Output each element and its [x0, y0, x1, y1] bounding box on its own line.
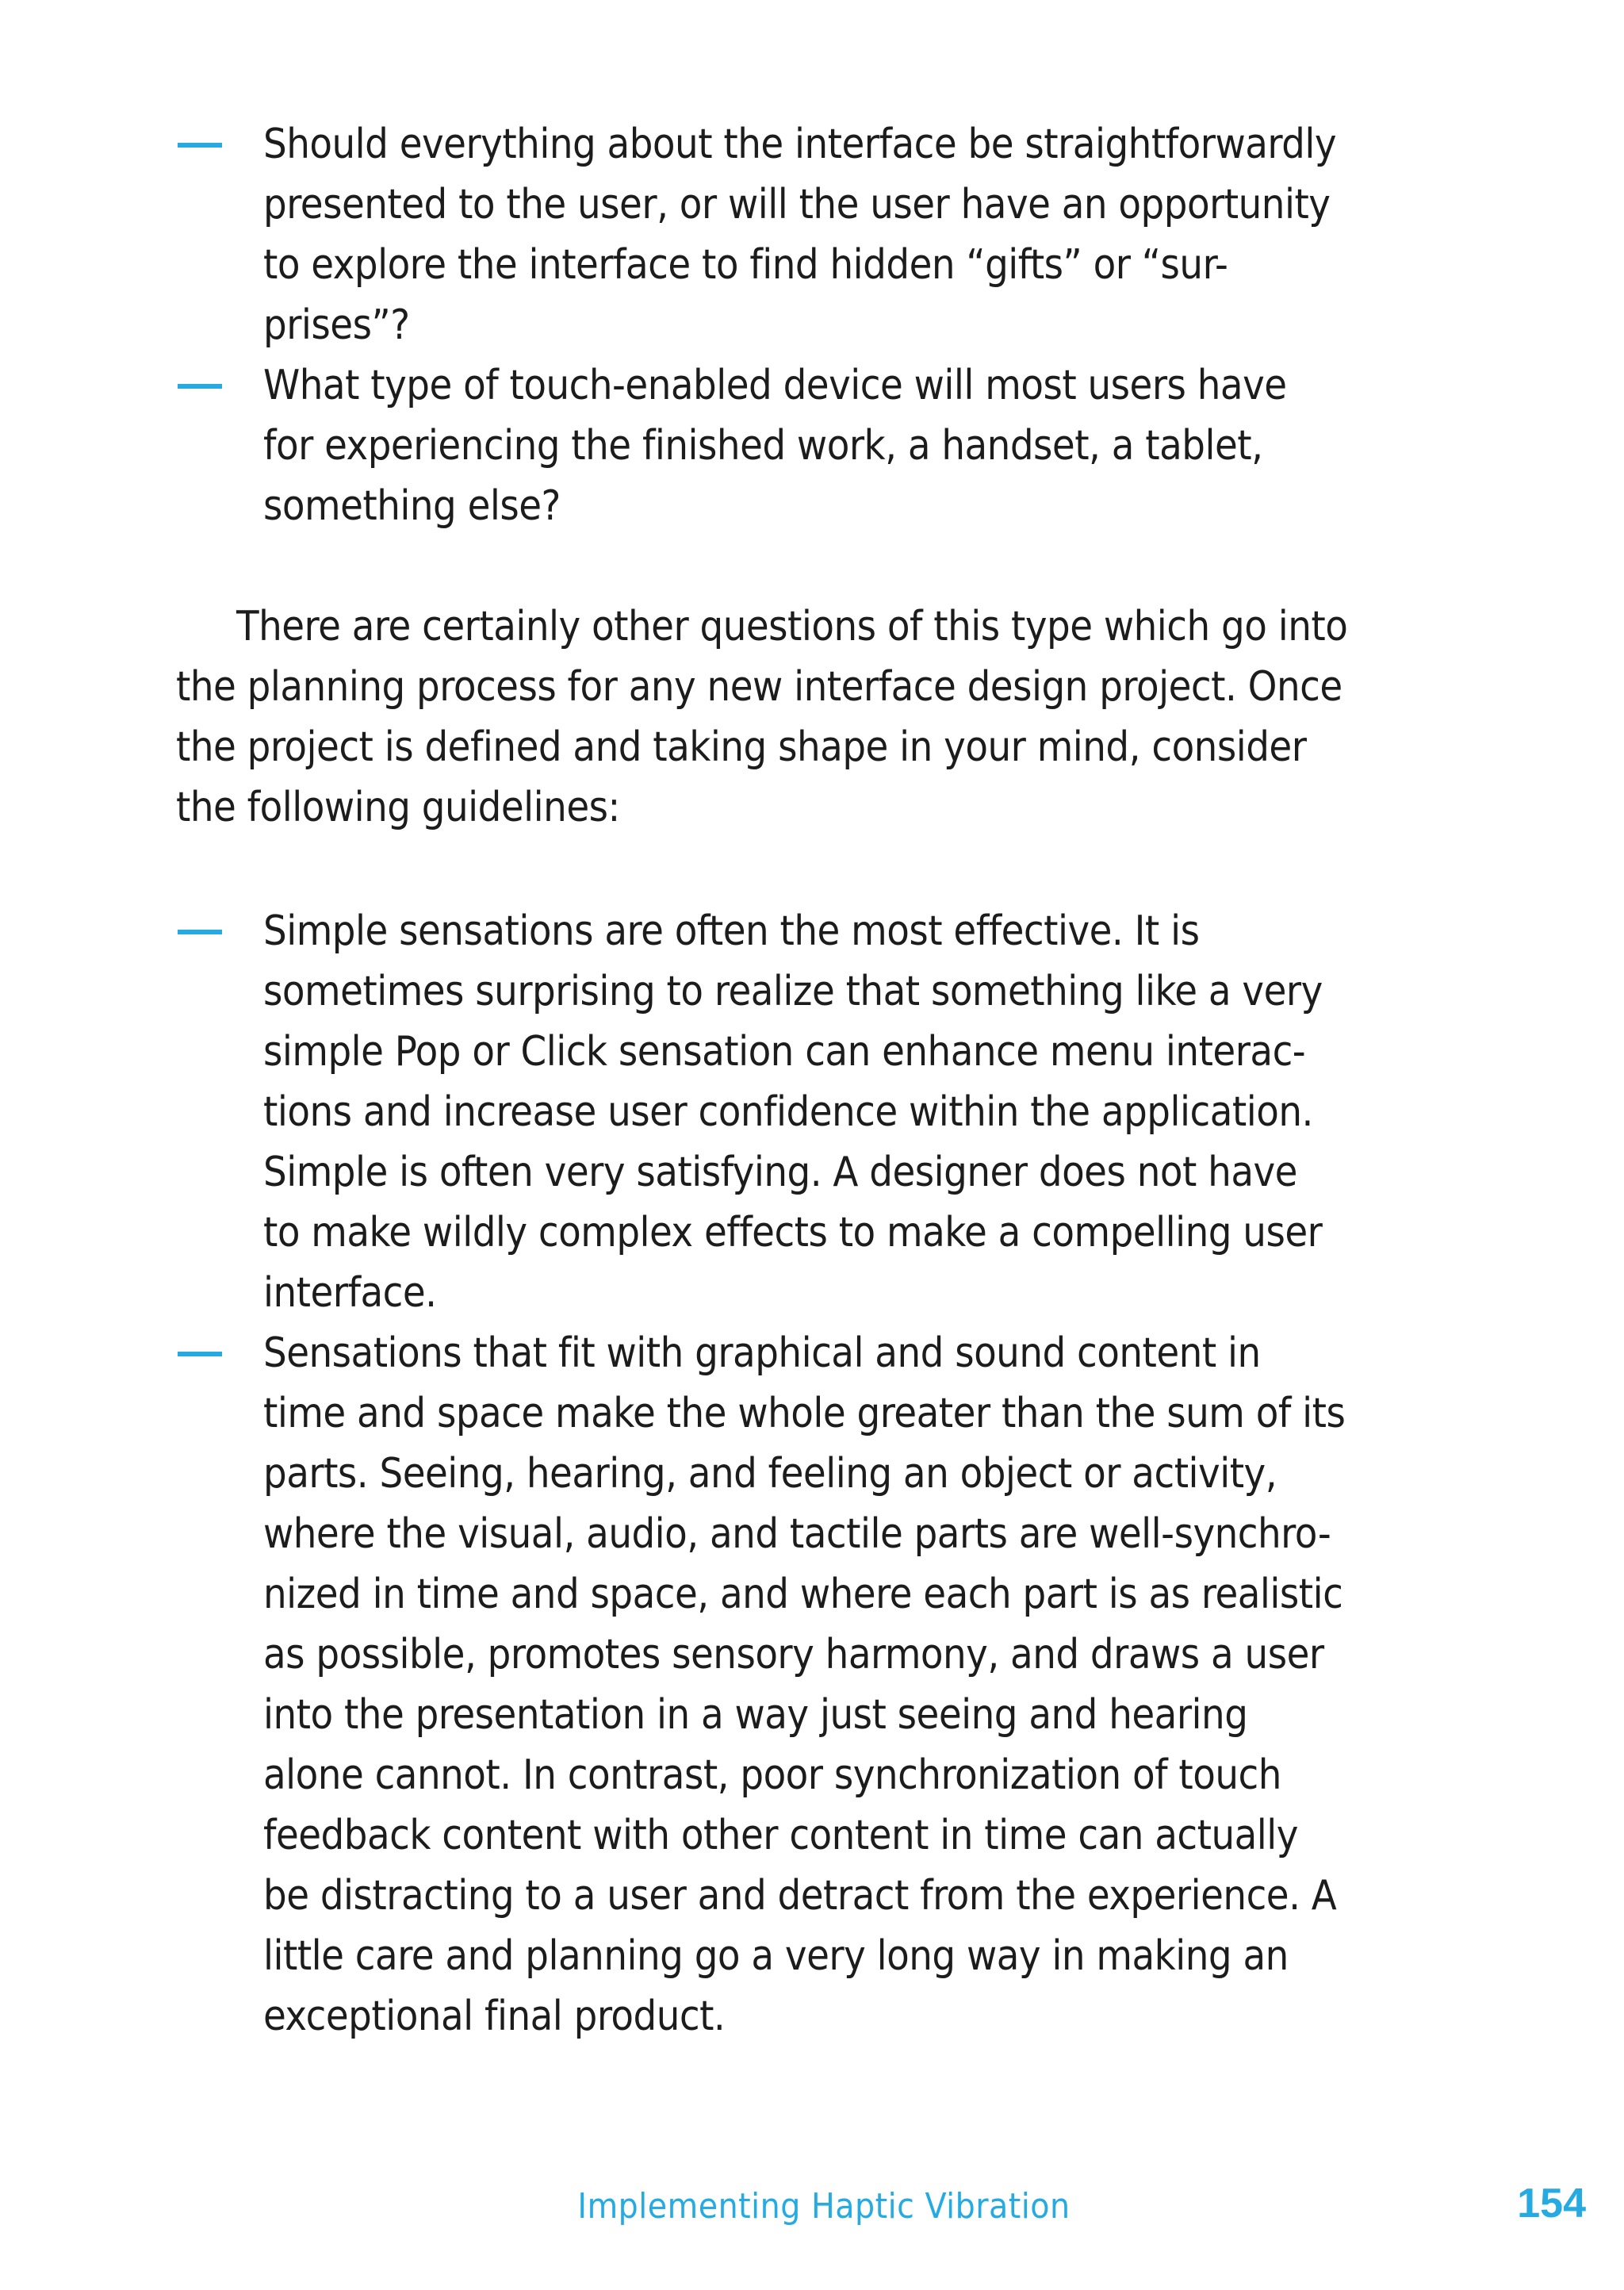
- text-line: What type of touch-enabled device will most users have: [263, 362, 1287, 409]
- dash-bullet-icon: [178, 1352, 222, 1356]
- text-line: exceptional final product.: [263, 1993, 726, 2040]
- text-line: something else?: [263, 482, 561, 530]
- list-item: [176, 1323, 1477, 2046]
- running-footer: [0, 2183, 1624, 2231]
- text-line: where the visual, audio, and tactile parts are well-synchro-: [263, 1510, 1331, 1558]
- text-line: prises”?: [263, 301, 410, 349]
- text-line: to make wildly complex effects to make a compelling user: [263, 1209, 1323, 1256]
- text-line: the planning process for any new interface design project. Once: [176, 663, 1342, 711]
- text-line: Should everything about the interface be straightforwardly: [263, 121, 1337, 168]
- text-line: to explore the interface to find hidden “gifts” or “sur-: [263, 241, 1228, 289]
- text-line: the project is defined and taking shape in your mind, consider: [176, 723, 1307, 771]
- text-line: tions and increase user confidence within the application.: [263, 1088, 1313, 1136]
- text-line: time and space make the whole greater than the sum of its: [263, 1390, 1346, 1437]
- text-line: Simple sensations are often the most effective. It is: [263, 907, 1200, 955]
- body-paragraph: [176, 596, 1461, 838]
- text-line: the following guidelines:: [176, 784, 620, 831]
- text-line: interface.: [263, 1269, 437, 1317]
- page-number: 154: [1517, 2181, 1586, 2227]
- text-line: for experiencing the finished work, a handset, a tablet,: [263, 422, 1263, 470]
- list-item: [176, 355, 1477, 536]
- text-line: nized in time and space, and where each part is as realistic: [263, 1571, 1343, 1618]
- text-line: feedback content with other content in time can actually: [263, 1812, 1298, 1859]
- chapter-title: Implementing Haptic Vibration: [577, 2186, 1071, 2227]
- text-line: simple Pop or Click sensation can enhance menu interac-: [263, 1028, 1306, 1076]
- dash-bullet-icon: [178, 930, 222, 934]
- guidelines-list: [176, 901, 1477, 2046]
- list-item: [176, 901, 1477, 1323]
- text-line: alone cannot. In contrast, poor synchronization of touch: [263, 1751, 1281, 1799]
- text-line: into the presentation in a way just seeing and hearing: [263, 1691, 1248, 1739]
- text-line: Simple is often very satisfying. A designer does not have: [263, 1149, 1297, 1196]
- text-line: presented to the user, or will the user have an opportunity: [263, 181, 1331, 228]
- question-list: [176, 114, 1477, 536]
- text-line: as possible, promotes sensory harmony, and draws a user: [263, 1631, 1324, 1678]
- text-line: parts. Seeing, hearing, and feeling an object or activity,: [263, 1450, 1277, 1498]
- text-line: be distracting to a user and detract from the experience. A: [263, 1872, 1337, 1920]
- list-item: [176, 114, 1477, 355]
- dash-bullet-icon: [178, 143, 222, 148]
- dash-bullet-icon: [178, 384, 222, 389]
- text-line: little care and planning go a very long way in making an: [263, 1932, 1289, 1980]
- text-line: There are certainly other questions of this type which go into: [236, 603, 1348, 650]
- text-line: Sensations that fit with graphical and sound content in: [263, 1329, 1261, 1377]
- text-line: sometimes surprising to realize that something like a very: [263, 968, 1323, 1015]
